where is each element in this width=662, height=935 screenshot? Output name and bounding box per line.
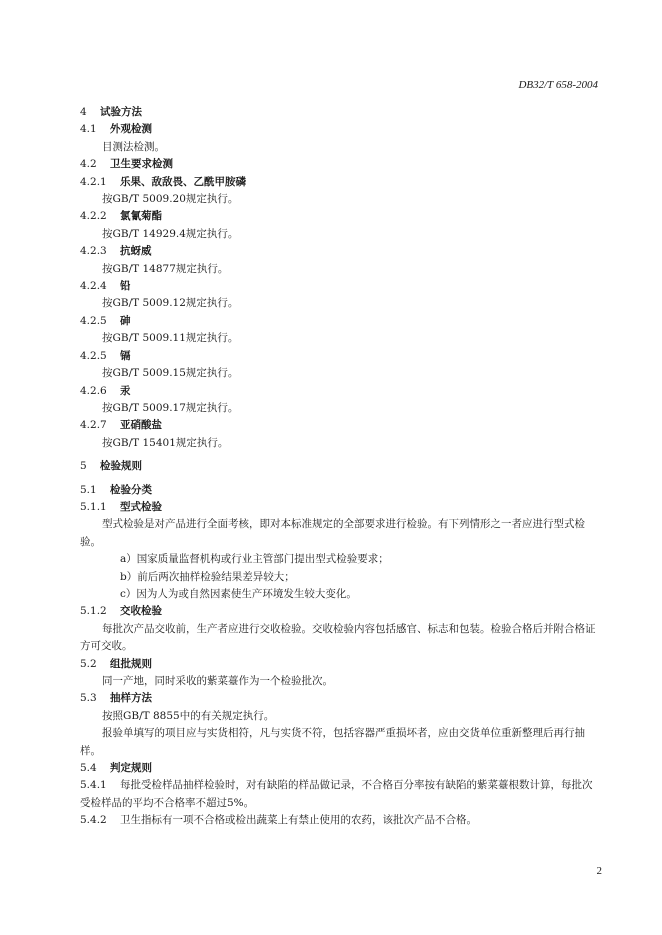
subsection-number: 4.1 — [80, 123, 97, 136]
subsection-title: 外观检测 — [110, 123, 152, 136]
clause-number: 4.2.2 — [80, 210, 107, 223]
clause-heading — [80, 174, 600, 191]
clause-title: 镉 — [120, 349, 131, 362]
subsection-title: 检验分类 — [110, 483, 152, 496]
subsection-heading — [80, 482, 600, 499]
section-heading — [80, 104, 600, 121]
clause-paragraph — [80, 812, 600, 829]
list-item: b）前后两次抽样检验结果差异较大； — [120, 570, 295, 583]
clause-title: 砷 — [120, 314, 131, 327]
section-heading — [80, 458, 600, 475]
clause-text: 每批受检样品抽样检验时，对有缺陷的样品做记录，不合格百分率按有缺陷的紫菜薹根数计算，每批次受检样品的平均不合格率不超过5%。 — [80, 779, 593, 809]
clause-heading — [80, 243, 600, 260]
clause-text: 卫生指标有一项不合格或检出蔬菜上有禁止使用的农药，该批次产品不合格。 — [120, 814, 477, 827]
clause-number: 4.2.4 — [80, 280, 107, 293]
subsection-heading — [80, 156, 600, 173]
section-number: 4 — [80, 106, 87, 118]
subsection-number: 5.2 — [80, 657, 97, 670]
paragraph: 按GB/T 5009.20规定执行。 — [102, 193, 239, 206]
paragraph: 按GB/T 14877规定执行。 — [102, 262, 229, 275]
subsection-heading — [80, 656, 600, 673]
subsection-heading — [80, 760, 600, 777]
section-number: 5 — [80, 460, 87, 473]
paragraph: 按照GB/T 8855中的有关规定执行。 — [102, 709, 275, 722]
subsection-title: 抽样方法 — [110, 692, 152, 705]
clause-number: 5.1.2 — [80, 605, 107, 618]
subsection-heading — [80, 690, 600, 707]
clause-number: 4.2.1 — [80, 175, 107, 188]
clause-number: 5.4.1 — [80, 779, 107, 792]
clause-title: 交收检验 — [120, 605, 162, 618]
list-item: a）国家质量监督机构或行业主管部门提出型式检验要求； — [120, 553, 389, 566]
subsection-title: 卫生要求检测 — [110, 158, 173, 171]
subsection-number: 5.3 — [80, 692, 97, 705]
document-body — [80, 100, 600, 830]
subsection-title: 判定规则 — [110, 762, 152, 775]
subsection-number: 5.1 — [80, 483, 97, 496]
document-id: DB32/T 658-2004 — [518, 79, 598, 91]
clause-number: 4.2.5 — [80, 314, 107, 327]
page-number: 2 — [596, 865, 602, 877]
paragraph: 按GB/T 5009.12规定执行。 — [102, 297, 239, 310]
clause-title: 铅 — [120, 280, 131, 293]
list-item: c）因为人为或自然因素使生产环境发生较大变化。 — [120, 587, 357, 600]
paragraph: 按GB/T 15401规定执行。 — [102, 436, 229, 449]
clause-title: 氯氰菊酯 — [120, 210, 162, 223]
paragraph: 报验单填写的项目应与实货相符，凡与实货不符，包括容器严重损坏者，应由交货单位重新整理后再行抽样。 — [80, 727, 585, 757]
clause-number: 5.4.2 — [80, 814, 107, 827]
clause-heading — [80, 499, 600, 516]
paragraph: 目测法检测。 — [102, 140, 165, 153]
clause-number: 4.2.5 — [80, 349, 107, 362]
clause-heading — [80, 278, 600, 295]
clause-heading — [80, 208, 600, 225]
subsection-heading — [80, 121, 600, 138]
clause-paragraph — [80, 777, 600, 812]
clause-number: 4.2.6 — [80, 384, 107, 397]
clause-title: 乐果、敌敌畏、乙酰甲胺磷 — [120, 175, 246, 188]
clause-heading — [80, 348, 600, 365]
subsection-title: 组批规则 — [110, 657, 152, 670]
paragraph: 按GB/T 5009.17规定执行。 — [102, 401, 239, 414]
clause-heading — [80, 313, 600, 330]
clause-title: 抗蚜威 — [120, 245, 152, 258]
paragraph: 按GB/T 5009.11规定执行。 — [102, 332, 239, 345]
clause-number: 4.2.3 — [80, 245, 107, 258]
clause-title: 汞 — [120, 384, 131, 397]
clause-heading — [80, 383, 600, 400]
section-title: 试验方法 — [100, 106, 142, 118]
paragraph: 同一产地，同时采收的紫菜薹作为一个检验批次。 — [102, 675, 333, 687]
clause-number: 4.2.7 — [80, 419, 107, 432]
section-title: 检验规则 — [100, 460, 142, 473]
subsection-number: 5.4 — [80, 762, 97, 775]
clause-heading — [80, 603, 600, 620]
clause-heading — [80, 417, 600, 434]
clause-title: 型式检验 — [120, 500, 162, 513]
clause-number: 5.1.1 — [80, 500, 107, 513]
paragraph: 按GB/T 14929.4规定执行。 — [102, 227, 239, 240]
clause-title: 亚硝酸盐 — [120, 419, 162, 432]
paragraph: 每批次产品交收前，生产者应进行交收检验。交收检验内容包括感官、标志和包装。检验合格后并附合格证方可交收。 — [80, 622, 596, 653]
paragraph: 按GB/T 5009.15规定执行。 — [102, 367, 239, 380]
paragraph: 型式检验是对产品进行全面考核，即对本标准规定的全部要求进行检验。有下列情形之一者应进行型式检验。 — [80, 518, 585, 548]
subsection-number: 4.2 — [80, 158, 97, 171]
